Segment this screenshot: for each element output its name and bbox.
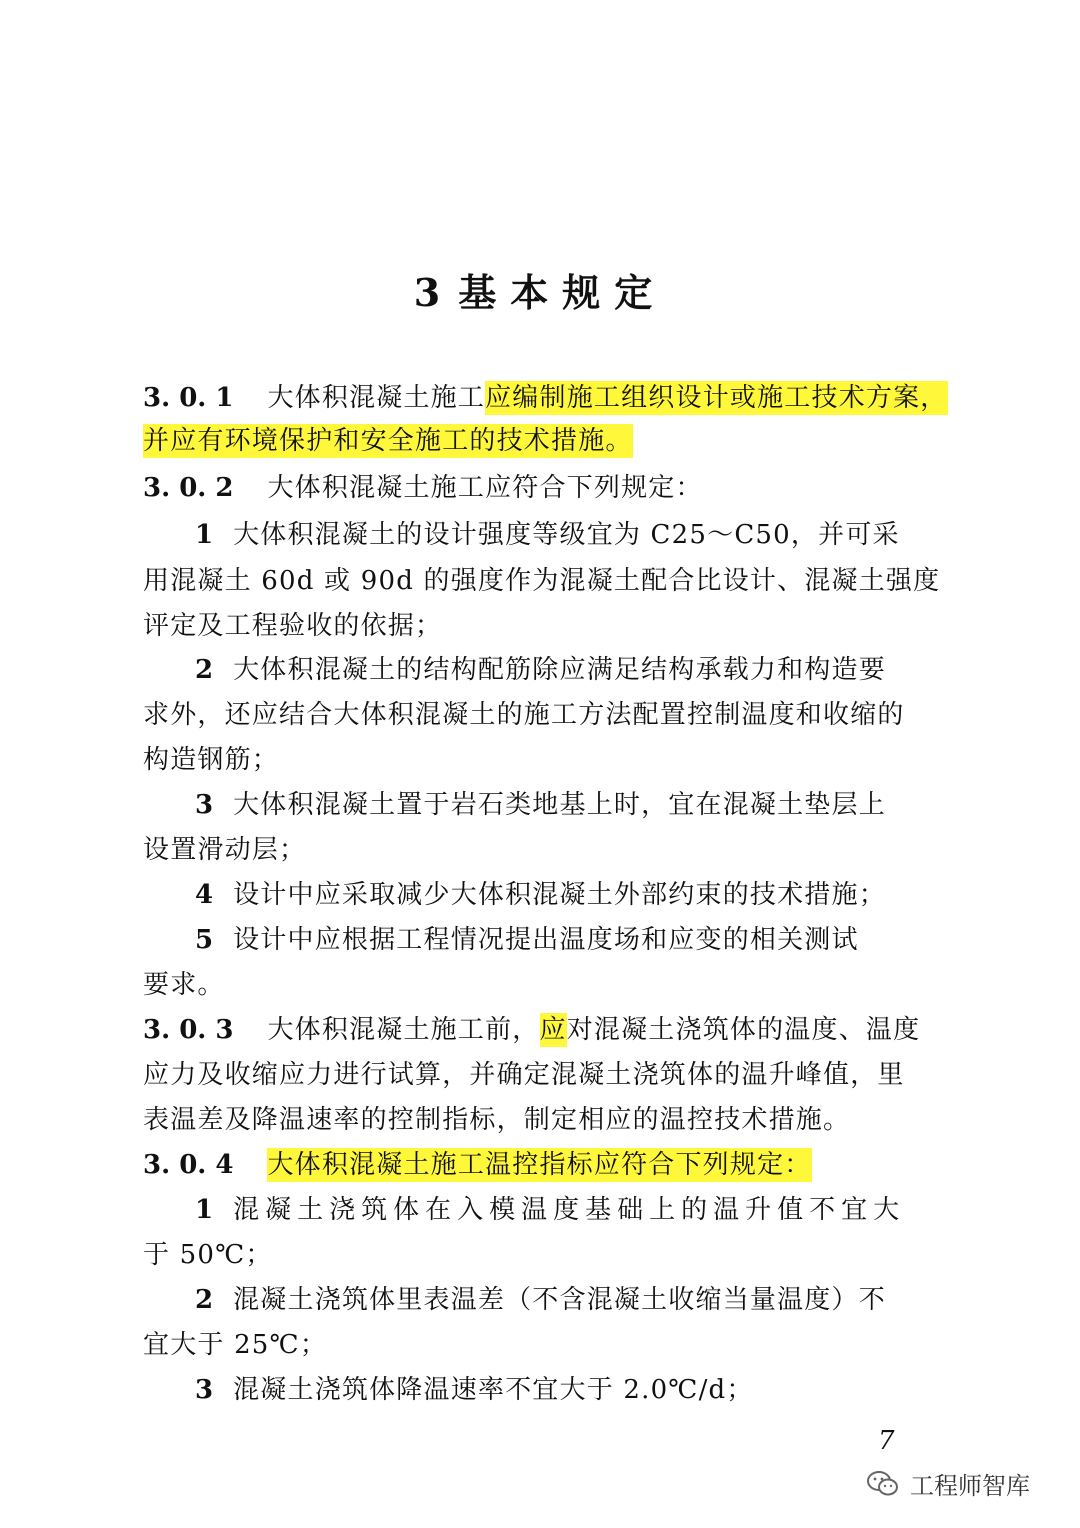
item-text: 混凝土浇筑体里表温差（不含混凝土收缩当量温度）不	[233, 1285, 886, 1315]
highlighted-text: 并应有环境保护和安全施工的技术措施。	[143, 426, 633, 456]
text-line: 评定及工程验收的依据；	[143, 611, 443, 641]
clause-number: 3. 0. 1	[143, 383, 234, 413]
wechat-icon	[866, 1470, 900, 1498]
highlighted-text: 应	[539, 1015, 567, 1045]
section-title	[0, 262, 1080, 317]
item-text: 混凝土浇筑体降温速率不宜大于 2.0℃/d；	[233, 1375, 754, 1405]
item-text: 设计中应根据工程情况提出温度场和应变的相关测试	[233, 925, 859, 955]
item-number: 3	[195, 790, 214, 820]
text-line: 构造钢筋；	[143, 745, 280, 775]
item-text: 大体积混凝土的结构配筋除应满足结构承载力和构造要	[233, 655, 886, 685]
clause-number: 3. 0. 2	[143, 473, 234, 503]
page-number: 7	[878, 1426, 895, 1456]
item-text: 混凝土浇筑体在入模温度基础上的温升值不宜大	[233, 1195, 906, 1225]
section-heading: 基本规定	[458, 270, 667, 315]
list-item	[195, 517, 900, 553]
text-line: 要求。	[143, 970, 225, 1000]
text-line: 设置滑动层；	[143, 835, 307, 865]
clause-text: 大体积混凝土施工	[267, 383, 486, 413]
clause-3-0-4	[143, 1147, 812, 1183]
text-line: 求外，还应结合大体积混凝土的施工方法配置控制温度和收缩的	[143, 700, 905, 730]
list-item	[195, 787, 886, 823]
text-line: 表温差及降温速率的控制指标，制定相应的温控技术措施。	[143, 1105, 851, 1135]
item-text: 设计中应采取减少大体积混凝土外部约束的技术措施；	[233, 880, 886, 910]
clause-text: 大体积混凝土施工应符合下列规定：	[267, 473, 703, 503]
item-text: 大体积混凝土的设计强度等级宜为 C25～C50，并可采	[233, 520, 900, 550]
list-item	[195, 877, 886, 913]
item-number: 1	[195, 1195, 214, 1225]
clause-number: 3. 0. 4	[143, 1150, 234, 1180]
text-line: 用混凝土 60d 或 90d 的强度作为混凝土配合比设计、混凝土强度	[143, 566, 941, 596]
list-item	[195, 652, 886, 688]
item-number: 2	[195, 655, 214, 685]
item-number: 1	[195, 520, 214, 550]
clause-text: 对混凝土浇筑体的温度、温度	[566, 1015, 921, 1045]
text-line: 宜大于 25℃；	[143, 1330, 328, 1360]
item-number: 2	[195, 1285, 214, 1315]
section-number: 3	[413, 270, 441, 315]
watermark	[866, 1466, 1030, 1501]
list-item	[195, 922, 859, 958]
highlighted-text: 大体积混凝土施工温控指标应符合下列规定：	[267, 1150, 812, 1180]
clause-3-0-2	[143, 470, 703, 506]
list-item	[195, 1192, 905, 1228]
text-line: 应力及收缩应力进行试算，并确定混凝土浇筑体的温升峰值，里	[143, 1060, 905, 1090]
clause-3-0-3	[143, 1012, 920, 1048]
watermark-text: 工程师智库	[910, 1472, 1030, 1500]
clause-number: 3. 0. 3	[143, 1015, 234, 1045]
item-number: 4	[195, 880, 214, 910]
list-item	[195, 1372, 754, 1408]
list-item	[195, 1282, 886, 1318]
highlighted-text: 应编制施工组织设计或施工技术方案，	[485, 383, 948, 413]
clause-3-0-1	[143, 380, 948, 416]
item-number: 3	[195, 1375, 214, 1405]
item-text: 大体积混凝土置于岩石类地基上时，宜在混凝土垫层上	[233, 790, 886, 820]
item-number: 5	[195, 925, 214, 955]
clause-text: 大体积混凝土施工前，	[267, 1015, 540, 1045]
clause-3-0-1-cont	[143, 423, 633, 459]
text-line: 于 50℃；	[143, 1240, 273, 1270]
